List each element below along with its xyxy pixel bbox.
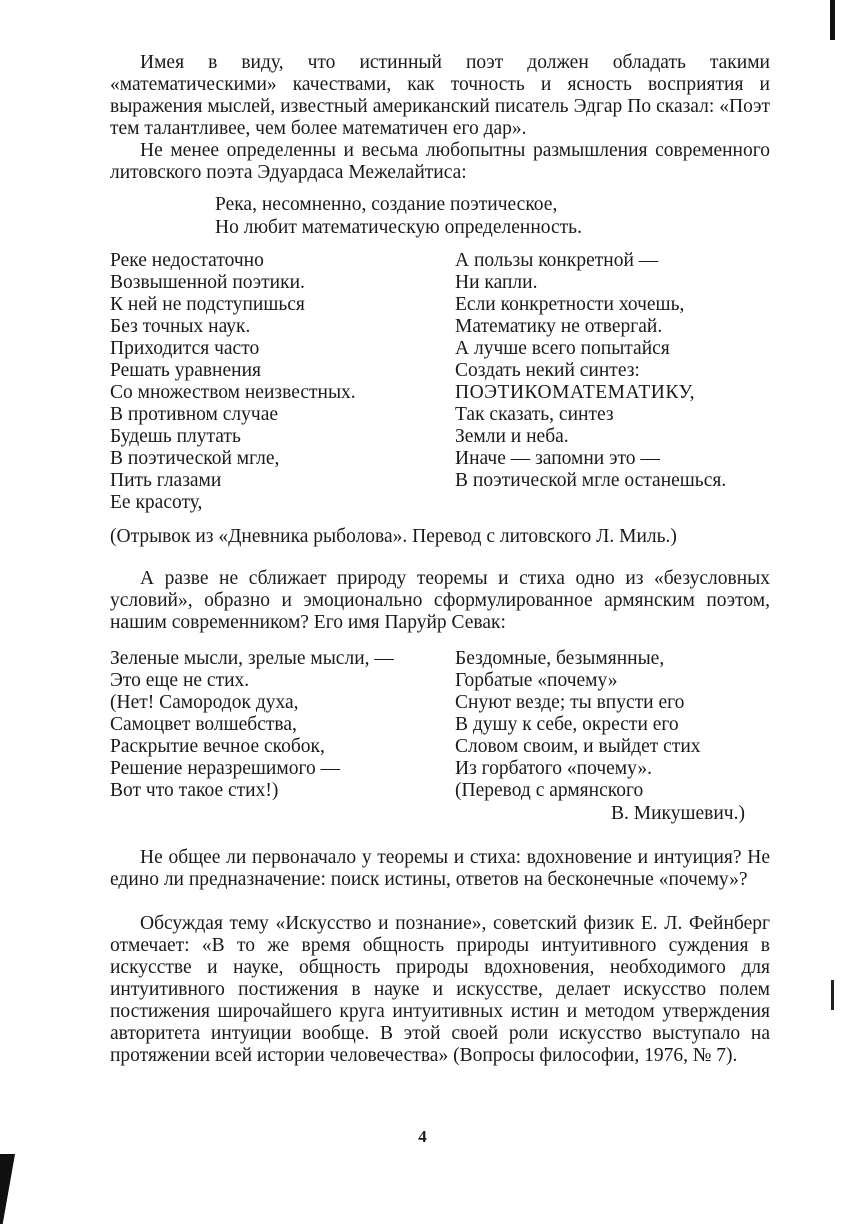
- scan-edge-mark: [831, 980, 834, 1010]
- poem-line: Из горбатого «почему».: [455, 758, 652, 779]
- epigraph-line: Но любит математическую определенность.: [215, 217, 582, 238]
- poem-line: К ней не подступишься: [110, 294, 305, 315]
- poem-line: Иначе — запомни это —: [455, 448, 660, 469]
- poem-line: А пользы конкретной —: [455, 250, 659, 271]
- poem-line: Если конкретности хочешь,: [455, 294, 685, 315]
- poem-line: А лучше всего попытайся: [455, 338, 670, 359]
- paragraph-intuition: Не общее ли первоначало у теоремы и стиха: вдохновение и интуиция? Не едино ли предназначение: поиск истины, ответов на бесконечные «почему»?: [110, 847, 770, 890]
- poem-line: (Перевод с армянского: [455, 780, 644, 801]
- poem-line: В душу к себе, окрести его: [455, 714, 679, 735]
- poem-line: Со множеством неизвестных.: [110, 382, 356, 403]
- poem-line: Снуют везде; ты впусти его: [455, 692, 685, 713]
- poem-line: Горбатые «почему»: [455, 670, 618, 691]
- poem1-source-note: (Отрывок из «Дневника рыболова». Перевод с литовского Л. Миль.): [110, 526, 677, 547]
- paragraph-sevak-intro: А разве не сближает природу теоремы и стиха одно из «безусловных условий», образно и эмоционально сформулированное армянским поэтом, нашим современником? Его имя Паруйр Севак:: [110, 568, 770, 633]
- poem-line: Так сказать, синтез: [455, 404, 614, 425]
- scan-corner-shadow: [0, 1154, 30, 1224]
- poem-line: Решение неразрешимого —: [110, 758, 341, 779]
- poem-line: В поэтической мгле останешься.: [455, 470, 727, 491]
- poem2-translator: В. Микушевич.): [611, 803, 745, 824]
- poem-line: Вот что такое стих!): [110, 780, 279, 801]
- poem-line: Реке недостаточно: [110, 250, 264, 271]
- poem-line: Создать некий синтез:: [455, 360, 640, 381]
- poem-line: Математику не отвергай.: [455, 316, 663, 337]
- poem1-left-column: [110, 250, 356, 514]
- poem1-right-column: [455, 250, 726, 492]
- paragraph-edgar-poe: Имея в виду, что истинный поэт должен обладать такими «математическими» качествами, как точность и ясность восприятия и выражения мыслей, известный американский писатель Эдгар По сказал: «Поэт тем талантливее, чем более математичен его дар».: [110, 52, 770, 139]
- poem-line: Словом своим, и выйдет стих: [455, 736, 701, 757]
- poem-line: Бездомные, безымянные,: [455, 648, 665, 669]
- paragraph-mezhelaitis-intro: Не менее определенны и весьма любопытны размышления современного литовского поэта Эдуардаса Межелайтиса:: [110, 140, 770, 183]
- poem-line: Возвышенной поэтики.: [110, 272, 305, 293]
- poem-line: В поэтической мгле,: [110, 448, 280, 469]
- poem-line: Зеленые мысли, зрелые мысли, —: [110, 648, 394, 669]
- poem-line: Приходится часто: [110, 338, 260, 359]
- poem-line: Это еще не стих.: [110, 670, 250, 691]
- poem-line: Ее красоту,: [110, 492, 203, 513]
- poem-line: Земли и неба.: [455, 426, 569, 447]
- poem2-left-column: [110, 648, 394, 802]
- poem-line: Самоцвет волшебства,: [110, 714, 297, 735]
- poem-line: Будешь плутать: [110, 426, 241, 447]
- poem-line: Раскрытие вечное скобок,: [110, 736, 325, 757]
- scan-edge-mark: [830, 0, 835, 40]
- poem-line: ПОЭТИКОМАТЕМАТИКУ,: [455, 382, 695, 403]
- poem-line: (Нет! Самородок духа,: [110, 692, 299, 713]
- epigraph-line: Река, несомненно, создание поэтическое,: [215, 194, 558, 215]
- poem-line: Пить глазами: [110, 470, 222, 491]
- page-number: 4: [418, 1127, 427, 1146]
- poem-line: Ни капли.: [455, 272, 538, 293]
- paragraph-feinberg: Обсуждая тему «Искусство и познание», советский физик Е. Л. Фейнберг отмечает: «В то же время общность природы интуитивного суждения в искусстве и науке, общность природы вдохновения, необходимого для интуитивного постижения в науке и искусстве, делает искусство полем постижения широчайшего круга интуитивных истин и методом утверждения авторитета интуиции вообще. В этой своей роли искусство выступало на протяжении всей истории человечества» (Вопросы философии, 1976, № 7).: [110, 913, 770, 1066]
- poem-line: В противном случае: [110, 404, 279, 425]
- poem2-right-column: [455, 648, 701, 802]
- poem-line: Без точных наук.: [110, 316, 251, 337]
- poem-line: Решать уравнения: [110, 360, 261, 381]
